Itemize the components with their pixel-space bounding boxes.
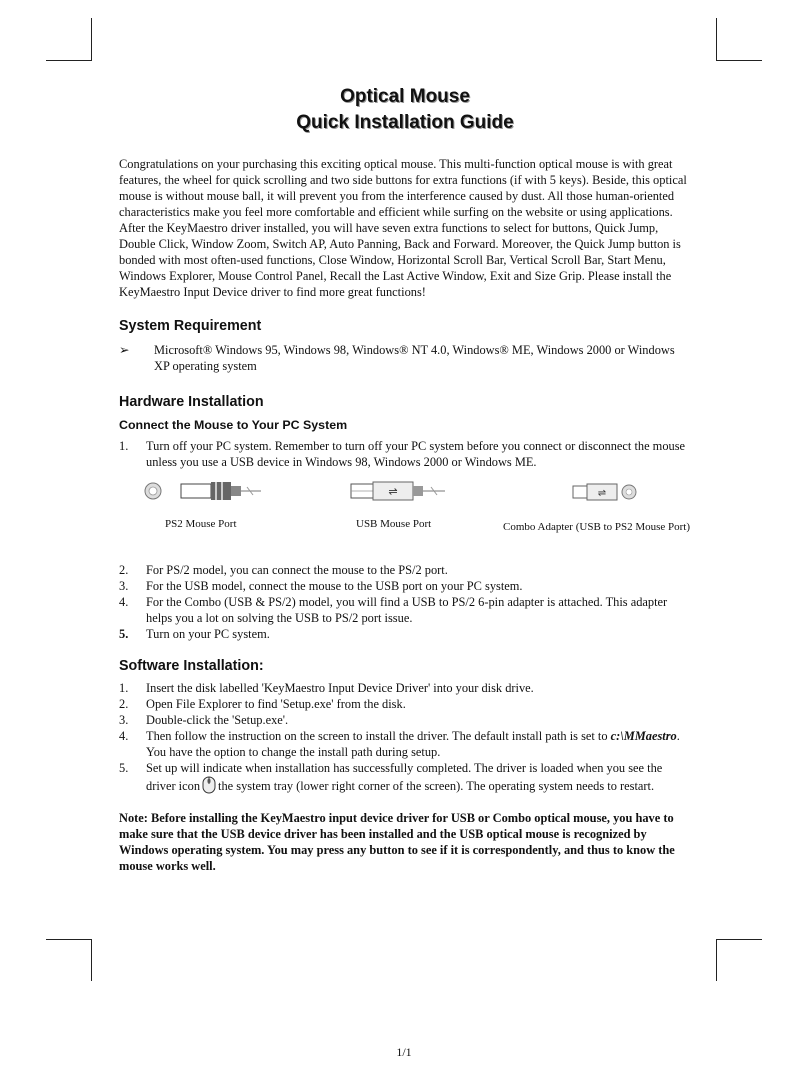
hardware-steps-list bbox=[119, 562, 691, 642]
hardware-step bbox=[119, 562, 691, 578]
step-number: 1. bbox=[119, 439, 129, 453]
step-text: Turn off your PC system. Remember to turn off your PC system before you connect or disconnect the mouse unless you use a USB device in Windows 98, Windows 2000 or Windows ME. bbox=[146, 439, 686, 469]
hardware-step-1-list bbox=[119, 438, 691, 470]
software-steps-list bbox=[119, 680, 691, 794]
step-number: 4. bbox=[119, 595, 129, 609]
step-text: Double-click the 'Setup.exe'. bbox=[146, 713, 289, 727]
step-number: 4. bbox=[119, 729, 129, 743]
installation-note: Note: Before installing the KeyMaestro input device driver for USB or Combo optical mouse, you have to make sure that the USB device driver has been installed and the USB optical mouse is recognized by Windows operating system. You may press any button to see if it is correspondently, and thus to know the mouse works well. bbox=[119, 811, 675, 873]
crop-mark-bl-vertical bbox=[91, 939, 92, 981]
intro-paragraph: Congratulations on your purchasing this exciting optical mouse. This multi-function optical mouse is with great features, the wheel for quick scrolling and two side buttons for extra functions (if with 5 keys). Beside, this optical mouse is without mouse ball, it will prevent you from the interference caused by dust. All those human-oriented characteristics make you feel more comfortable and efficient while surfing on the website or using applications. After the KeyMaestro driver installed, you will have seven extra functions to select for buttons, Quick Jump, Double Click, Window Zoom, Switch AP, Auto Panning, Back and Forward. Moreover, the Quick Jump button is bonded with most often-used functions, Close Window, Horizontal Scroll Bar, Vertical Scroll Bar, Start Menu, Windows Explorer, Mouse Control Panel, Recall the Last Active Window, Exit and Size Grip. Please install the KeyMaestro Input Device driver to find more great functions! bbox=[119, 157, 687, 299]
step-4-text-b: . You have the option to change the install path during setup. bbox=[146, 729, 680, 759]
step-number: 5. bbox=[119, 761, 129, 775]
step-5-text-a: Set up will indicate when installation has successfully completed. The driver is loaded when you see the driver icon bbox=[146, 761, 663, 793]
svg-text:⇌: ⇌ bbox=[597, 488, 607, 499]
crop-mark-tr-vertical bbox=[716, 18, 717, 61]
document-page bbox=[119, 84, 691, 886]
title-line-2: Quick Installation Guide bbox=[296, 112, 514, 133]
crop-mark-tl-horizontal bbox=[46, 60, 92, 61]
connect-mouse-subheading: Connect the Mouse to Your PC System bbox=[119, 418, 348, 432]
step-text bbox=[146, 760, 691, 794]
port-figures bbox=[119, 474, 691, 562]
usb-caption: USB Mouse Port bbox=[356, 518, 432, 530]
step-4-text-a: Then follow the instruction on the screen to install the driver. The default install path is set to bbox=[146, 729, 611, 743]
hardware-step bbox=[119, 594, 691, 626]
driver-tray-icon bbox=[202, 776, 216, 794]
crop-mark-bl-horizontal bbox=[46, 939, 92, 940]
system-requirement-item bbox=[119, 342, 691, 374]
hardware-step bbox=[119, 626, 691, 642]
ps2-connector-image bbox=[143, 480, 263, 502]
software-step bbox=[119, 760, 691, 794]
ps2-caption: PS2 Mouse Port bbox=[165, 518, 237, 530]
svg-text:⇌: ⇌ bbox=[388, 485, 398, 498]
step-number: 2. bbox=[119, 697, 129, 711]
step-5-text-b: the system tray (lower right corner of the screen). The operating system needs to restart. bbox=[218, 779, 655, 793]
system-requirement-text: Microsoft® Windows 95, Windows 98, Windows® NT 4.0, Windows® ME, Windows 2000 or Windows XP operating system bbox=[154, 343, 675, 373]
step-text: For the Combo (USB & PS/2) model, you will find a USB to PS/2 6-pin adapter is attached. This adapter helps you a lot on solving the USB to PS/2 port issue. bbox=[146, 595, 668, 625]
hardware-step bbox=[119, 438, 691, 470]
arrow-bullet-icon: ➢ bbox=[119, 343, 130, 357]
software-step bbox=[119, 728, 691, 760]
usb-connector-image bbox=[347, 480, 447, 502]
step-text: Insert the disk labelled 'KeyMaestro Input Device Driver' into your disk drive. bbox=[146, 681, 534, 695]
crop-mark-br-vertical bbox=[716, 939, 717, 981]
software-installation-heading: Software Installation: bbox=[119, 658, 264, 674]
combo-adapter-image bbox=[569, 482, 649, 502]
step-text: For the USB model, connect the mouse to the USB port on your PC system. bbox=[146, 579, 523, 593]
software-step bbox=[119, 680, 691, 696]
system-requirement-heading: System Requirement bbox=[119, 318, 262, 334]
title-line-1: Optical Mouse bbox=[340, 86, 470, 107]
step-number: 2. bbox=[119, 563, 129, 577]
software-step bbox=[119, 696, 691, 712]
crop-mark-tl-vertical bbox=[91, 18, 92, 61]
step-text: Open File Explorer to find 'Setup.exe' from the disk. bbox=[146, 697, 406, 711]
install-path: c:\MMaestro bbox=[610, 729, 677, 743]
page-number: 1/1 bbox=[396, 1045, 412, 1059]
step-text: For PS/2 model, you can connect the mouse to the PS/2 port. bbox=[146, 563, 448, 577]
combo-caption: Combo Adapter (USB to PS2 Mouse Port) bbox=[503, 521, 691, 533]
crop-mark-tr-horizontal bbox=[716, 60, 762, 61]
step-text: Turn on your PC system. bbox=[146, 627, 270, 641]
step-number: 1. bbox=[119, 681, 129, 695]
software-step bbox=[119, 712, 691, 728]
crop-mark-br-horizontal bbox=[716, 939, 762, 940]
step-number: 3. bbox=[119, 579, 129, 593]
step-number: 5. bbox=[119, 627, 129, 641]
document-title bbox=[119, 84, 691, 136]
hardware-installation-heading: Hardware Installation bbox=[119, 394, 264, 410]
hardware-step bbox=[119, 578, 691, 594]
step-text bbox=[146, 728, 691, 760]
step-number: 3. bbox=[119, 713, 129, 727]
